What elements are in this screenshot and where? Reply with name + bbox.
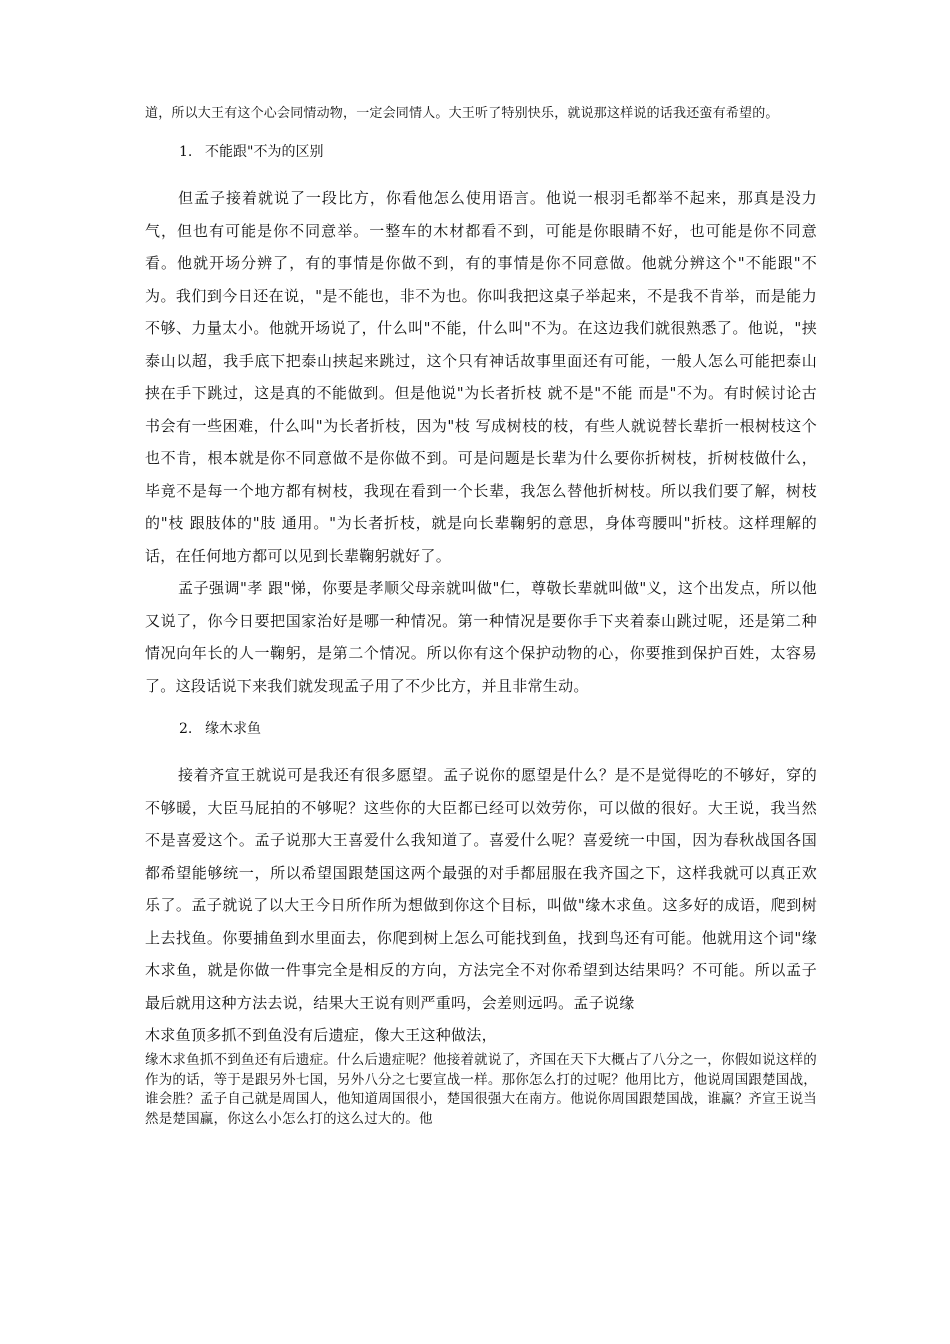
section-1-heading <box>179 142 817 162</box>
section-1-number: 1. <box>179 144 193 160</box>
section-2-paragraph: 接着齐宣王就说可是我还有很多愿望。孟子说你的愿望是什么？是不是觉得吃的不够好，穿的不够暖，大臣马屁拍的不够呢？这些你的大臣都已经可以效劳你，可以做的很好。大王说，我当然不是喜爱这个。孟子说那大王喜爱什么我知道了。喜爱什么呢？喜爱统一中国，因为春秋战国各国都希望能够统一，所以希望国跟楚国这两个最强的对手都屈服在我齐国之下，这样我就可以真正欢乐了。孟子就说了以大王今日所作所为想做到你这个目标，叫做"缘木求鱼。这多好的成语，爬到树上去找鱼。你要捕鱼到水里面去，你爬到树上怎么可能找到鱼，找到鸟还有可能。他就用这个词"缘木求鱼，就是你做一件事完全是相反的方向，方法完全不对你希望到达结果吗？不可能。所以孟子最后就用这种方法去说，结果大王说有则严重吗，会差则远吗。孟子说缘 <box>145 766 817 1012</box>
section-2-dense-paragraph: 缘木求鱼抓不到鱼还有后遗症。什么后遗症呢？他接着就说了，齐国在天下大概占了八分之一，你假如说这样的作为的话，等于是跟另外七国，另外八分之七要宣战一样。那你怎么打的过呢？他用比方，他说周国跟楚国战，谁会胜？孟子自己就是周国人，他知道周国很小，楚国很强大在南方。他说你周国跟楚国战，谁赢？齐宣王说当然是楚国赢，你这么小怎么打的这么过大的。他 <box>145 1052 817 1127</box>
section-2-number: 2. <box>179 721 193 737</box>
section-2-heading <box>179 719 817 739</box>
section-1-paragraph-1: 但孟子接着就说了一段比方，你看他怎么使用语言。他说一根羽毛都举不起来，那真是没力气，但也有可能是你不同意举。一整车的木材都看不到，可能是你眼睛不好，也可能是你不同意看。他就开场分辨了，有的事情是你做不到，有的事情是你不同意做。他就分辨这个"不能跟"不为。我们到今日还在说，"是不能也，非不为也。你叫我把这桌子举起来，不是我不肯举，而是能力不够、力量太小。他就开场说了，什么叫"不能，什么叫"不为。在这边我们就很熟悉了。他说，"挟泰山以超，我手底下把泰山挟起来跳过，这个只有神话故事里面还有可能，一般人怎么可能把泰山挟在手下跳过，这是真的不能做到。但是他说"为长者折枝 就不是"不能 而是"不为。有时候讨论古书会有一些困难，什么叫"为长者折枝，因为"枝 写成树枝的枝，有些人就说替长辈折一根树枝这个也不肯，根本就是你不同意做不是你做不到。可是问题是长辈为什么要你折树枝，折树枝做什么，毕竟不是每一个地方都有树枝，我现在看到一个长辈，我怎么替他折树枝。所以我们要了解，树枝的"枝 跟肢体的"肢 通用。"为长者折枝，就是向长辈鞠躬的意思，身体弯腰叫"折枝。这样理解的话，在任何地方都可以见到长辈鞠躬就好了。 <box>145 189 817 565</box>
document-page <box>145 103 817 1129</box>
section-2-tail-line: 木求鱼顶多抓不到鱼没有后遗症，像大王这种做法， <box>145 1026 497 1044</box>
intro-line: 道，所以大王有这个心会同情动物，一定会同情人。大王听了特别快乐，就说那这样说的话我还蛮有希望的。 <box>145 106 779 121</box>
section-1-paragraph-2: 孟子强调"孝 跟"悌，你要是孝顺父母亲就叫做"仁，尊敬长辈就叫做"义，这个出发点，所以他又说了，你今日要把国家治好是哪一种情况。第一种情况是要你手下夹着泰山跳过呢，还是第二种情况向年长的人一鞠躬，是第二个情况。所以你有这个保护动物的心，你要推到保护百姓，太容易了。这段话说下来我们就发现孟子用了不少比方，并且非常生动。 <box>145 579 817 695</box>
section-1-title: 不能跟"不为的区别 <box>205 144 324 160</box>
section-2-title: 缘木求鱼 <box>205 721 261 737</box>
